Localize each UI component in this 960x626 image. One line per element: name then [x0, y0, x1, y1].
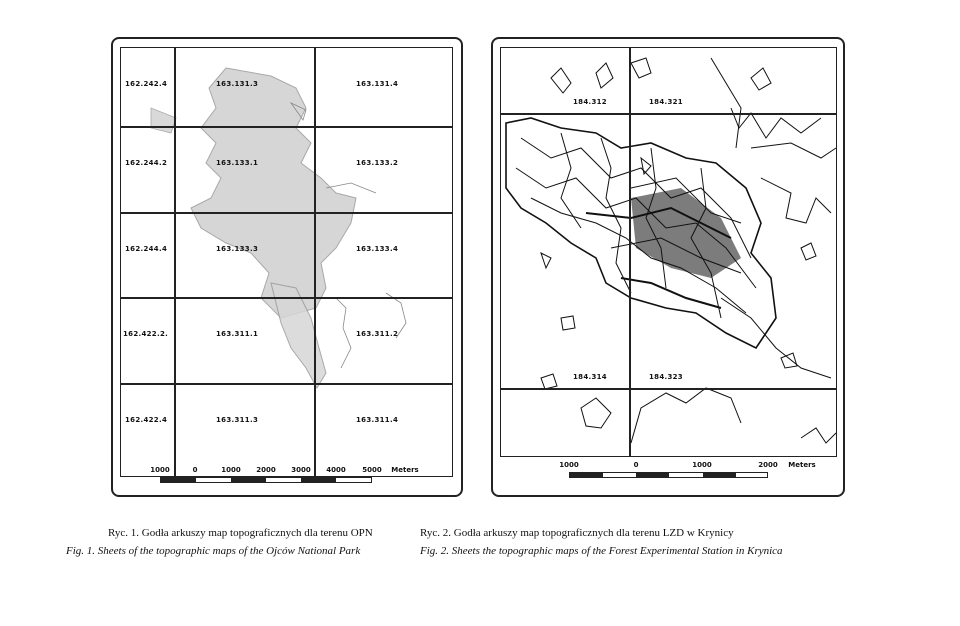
- krynica-map-figure: [491, 37, 845, 497]
- scale-tick: 1000: [559, 461, 579, 469]
- scale-tick: 0: [192, 466, 198, 474]
- sheet-label: 163.133.1: [216, 159, 259, 167]
- scale-tick: 4000: [326, 466, 346, 474]
- sheet-label: 163.133.3: [216, 245, 259, 253]
- scale-unit: Meters: [788, 461, 816, 469]
- scale-bar-graphic: [569, 472, 768, 478]
- sheet-label: 163.311.2: [356, 330, 399, 338]
- sheet-label: 162.422.4: [125, 416, 168, 424]
- sheet-label: 163.133.4: [356, 245, 399, 253]
- sheet-label: 162.244.2: [125, 159, 168, 167]
- ojcow-sheet-grid: [120, 47, 453, 477]
- sheet-label: 163.311.1: [216, 330, 259, 338]
- sheet-label: 162.244.4: [125, 245, 168, 253]
- krynica-station-region: [501, 48, 838, 458]
- scale-tick: 2000: [256, 466, 276, 474]
- ojcow-park-region: [121, 48, 454, 478]
- ojcow-scale-bar: [113, 466, 461, 490]
- scale-tick: 0: [633, 461, 639, 469]
- sheet-label: 184.312: [573, 98, 607, 106]
- caption-fig1-english: Fig. 1. Sheets of the topographic maps of the Ojców National Park: [66, 545, 361, 557]
- scale-tick: 3000: [291, 466, 311, 474]
- sheet-label: 163.311.3: [216, 416, 259, 424]
- scale-tick: 1000: [150, 466, 170, 474]
- scale-bar-graphic: [160, 477, 372, 483]
- krynica-scale-bar: [493, 461, 843, 485]
- krynica-sheet-grid: [500, 47, 837, 457]
- ojcow-map-figure: [111, 37, 463, 497]
- caption-fig2-polish: Ryc. 2. Godła arkuszy map topograficznych dla terenu LZD w Krynicy: [420, 527, 734, 539]
- sheet-label: 163.133.2: [356, 159, 399, 167]
- sheet-label: 163.311.4: [356, 416, 399, 424]
- sheet-label: 163.131.3: [216, 80, 259, 88]
- scale-tick: 1000: [221, 466, 241, 474]
- sheet-label: 162.242.4: [125, 80, 168, 88]
- sheet-label: 163.131.4: [356, 80, 399, 88]
- sheet-label: 184.323: [649, 373, 683, 381]
- sheet-label: 162.422.2.: [123, 330, 169, 338]
- caption-fig1-polish: Ryc. 1. Godła arkuszy map topograficznych dla terenu OPN: [108, 527, 373, 539]
- sheet-label: 184.321: [649, 98, 683, 106]
- scale-tick: 5000: [362, 466, 382, 474]
- sheet-label: 184.314: [573, 373, 607, 381]
- scale-tick: 1000: [692, 461, 712, 469]
- caption-fig2-english: Fig. 2. Sheets the topographic maps of the Forest Experimental Station in Krynica: [420, 545, 783, 557]
- scale-unit: Meters: [391, 466, 419, 474]
- scale-tick: 2000: [758, 461, 778, 469]
